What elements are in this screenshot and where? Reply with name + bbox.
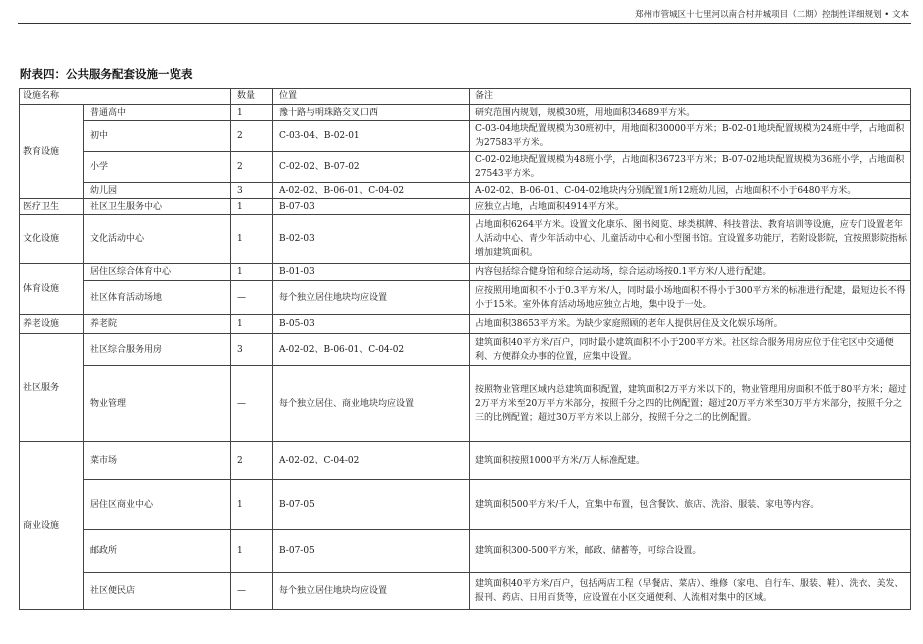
facility-name: 幼儿园 bbox=[84, 183, 231, 199]
facility-name: 社区便民店 bbox=[84, 573, 231, 610]
facility-name: 邮政所 bbox=[84, 530, 231, 573]
facility-count: — bbox=[231, 281, 273, 315]
facility-name: 小学 bbox=[84, 152, 231, 183]
facility-count: — bbox=[231, 366, 273, 442]
facility-name: 普通高中 bbox=[84, 105, 231, 121]
category-cell: 商业设施 bbox=[20, 442, 84, 610]
table-title: 附表四：公共服务配套设施一览表 bbox=[20, 67, 193, 81]
document-header: 郑州市管城区十七里河以南合村并城项目（二期）控制性详细规划 • 文本 bbox=[635, 10, 909, 20]
table-row bbox=[20, 183, 911, 199]
facility-location: A-02-02、B-06-01、C-04-02 bbox=[273, 183, 470, 199]
facility-note: 研究范围内规划，规模30班，用地面积34689平方米。 bbox=[470, 105, 911, 121]
facility-location: B-07-03 bbox=[273, 199, 470, 215]
facility-count: 1 bbox=[231, 530, 273, 573]
facility-name: 社区综合服务用房 bbox=[84, 334, 231, 366]
table-row bbox=[20, 530, 911, 573]
table-row bbox=[20, 573, 911, 610]
header-facility-name: 设施名称 bbox=[20, 89, 231, 105]
facility-location: 每个独立居住、商业地块均应设置 bbox=[273, 366, 470, 442]
facility-name: 养老院 bbox=[84, 315, 231, 334]
facility-location: 每个独立居住地块均应设置 bbox=[273, 281, 470, 315]
facility-note: 建筑面积40平方米/百户，包括两店工程（早餐店、菜店）、维修（家电、自行车、服装、鞋）、洗衣、美发、报刊、药店、日用百货等，应设置在小区交通便利、人流相对集中的区域。 bbox=[470, 573, 911, 610]
category-cell: 社区服务 bbox=[20, 334, 84, 442]
facility-count: 3 bbox=[231, 334, 273, 366]
facility-name: 菜市场 bbox=[84, 442, 231, 480]
header-note: 备注 bbox=[470, 89, 911, 105]
facility-name: 社区体育活动场地 bbox=[84, 281, 231, 315]
facility-note: 占地面积6264平方米。设置文化康乐、图书阅览、球类棋牌、科技普法、教育培训等设施，应专门设置老年人活动中心、青少年活动中心、儿童活动中心和小型图书馆。宜设置多功能厅，若附设影院，宜按照影院指标增加建筑面积。 bbox=[470, 215, 911, 264]
facility-name: 社区卫生服务中心 bbox=[84, 199, 231, 215]
facility-note: 建筑面积300-500平方米，邮政、储蓄等，可综合设置。 bbox=[470, 530, 911, 573]
facility-location: A-02-02、B-06-01、C-04-02 bbox=[273, 334, 470, 366]
table-row bbox=[20, 264, 911, 281]
table-row bbox=[20, 199, 911, 215]
table-row bbox=[20, 105, 911, 121]
facility-note: 占地面积38653平方米。为缺少家庭照顾的老年人提供居住及文化娱乐场所。 bbox=[470, 315, 911, 334]
facility-name: 文化活动中心 bbox=[84, 215, 231, 264]
category-cell: 文化设施 bbox=[20, 215, 84, 264]
facility-note: 应按照用地面积不小于0.3平方米/人，同时最小场地面积不得小于300平方米的标准进行配建，最短边长不得小于15米。室外体育活动场地应独立占地，集中设于一处。 bbox=[470, 281, 911, 315]
facility-note: 建筑面积500平方米/千人，宜集中布置，包含餐饮、旅店、洗浴、服装、家电等内容。 bbox=[470, 480, 911, 530]
table-row bbox=[20, 366, 911, 442]
facility-note: 内容包括综合健身馆和综合运动场，综合运动场按0.1平方米/人进行配建。 bbox=[470, 264, 911, 281]
facility-note: 应独立占地，占地面积4914平方米。 bbox=[470, 199, 911, 215]
facilities-table bbox=[19, 88, 911, 610]
category-cell: 医疗卫生 bbox=[20, 199, 84, 215]
table-header-row bbox=[20, 89, 911, 105]
facility-name: 居住区综合体育中心 bbox=[84, 264, 231, 281]
category-cell: 养老设施 bbox=[20, 315, 84, 334]
facility-note: C-03-04地块配置规模为30班初中，用地面积30000平方米；B-02-01地块配置规模为24班中学，占地面积为27583平方米。 bbox=[470, 121, 911, 152]
facility-location: B-05-03 bbox=[273, 315, 470, 334]
facility-location: 豫十路与明珠路交叉口西 bbox=[273, 105, 470, 121]
category-cell: 体育设施 bbox=[20, 264, 84, 315]
facility-name: 初中 bbox=[84, 121, 231, 152]
facility-count: 1 bbox=[231, 199, 273, 215]
facility-count: 1 bbox=[231, 264, 273, 281]
header-rule bbox=[18, 23, 911, 24]
facility-location: C-02-02、B-07-02 bbox=[273, 152, 470, 183]
facility-note: C-02-02地块配置规模为48班小学，占地面积36723平方米；B-07-02地块配置规模为36班小学，占地面积27543平方米。 bbox=[470, 152, 911, 183]
facility-name: 物业管理 bbox=[84, 366, 231, 442]
facility-count: 1 bbox=[231, 105, 273, 121]
table-row bbox=[20, 442, 911, 480]
facility-count: 3 bbox=[231, 183, 273, 199]
category-cell: 教育设施 bbox=[20, 105, 84, 199]
table-row bbox=[20, 215, 911, 264]
header-count: 数量 bbox=[231, 89, 273, 105]
facility-count: 1 bbox=[231, 480, 273, 530]
facility-note: A-02-02、B-06-01、C-04-02地块内分别配置1所12班幼儿园，占地面积不小于6480平方米。 bbox=[470, 183, 911, 199]
facility-location: B-07-05 bbox=[273, 480, 470, 530]
facility-location: B-07-05 bbox=[273, 530, 470, 573]
facility-location: C-03-04、B-02-01 bbox=[273, 121, 470, 152]
facility-count: 2 bbox=[231, 152, 273, 183]
table-row bbox=[20, 315, 911, 334]
facility-note: 按照物业管理区域内总建筑面积配置，建筑面积2万平方米以下的，物业管理用房面积不低于80平方米；超过2万平方米至20万平方米部分，按照千分之四的比例配置；超过20万平方米至30万平方米部分，按照千分之三的比例配置；超过30万平方米以上部分，按照千分之二的比例配置。 bbox=[470, 366, 911, 442]
facility-count: 2 bbox=[231, 121, 273, 152]
facility-location: 每个独立居住地块均应设置 bbox=[273, 573, 470, 610]
table-row bbox=[20, 334, 911, 366]
facility-name: 居住区商业中心 bbox=[84, 480, 231, 530]
facility-location: B-01-03 bbox=[273, 264, 470, 281]
facility-note: 建筑面积按照1000平方米/万人标准配建。 bbox=[470, 442, 911, 480]
facility-count: — bbox=[231, 573, 273, 610]
table-row bbox=[20, 152, 911, 183]
facility-count: 1 bbox=[231, 215, 273, 264]
table-row bbox=[20, 121, 911, 152]
facility-location: B-02-03 bbox=[273, 215, 470, 264]
header-location: 位置 bbox=[273, 89, 470, 105]
facility-location: A-02-02、C-04-02 bbox=[273, 442, 470, 480]
table-row bbox=[20, 281, 911, 315]
facility-count: 1 bbox=[231, 315, 273, 334]
facility-note: 建筑面积40平方米/百户，同时最小建筑面积不小于200平方米。社区综合服务用房应位于住宅区中交通便利、方便群众办事的位置，应集中设置。 bbox=[470, 334, 911, 366]
table-row bbox=[20, 480, 911, 530]
facility-count: 2 bbox=[231, 442, 273, 480]
